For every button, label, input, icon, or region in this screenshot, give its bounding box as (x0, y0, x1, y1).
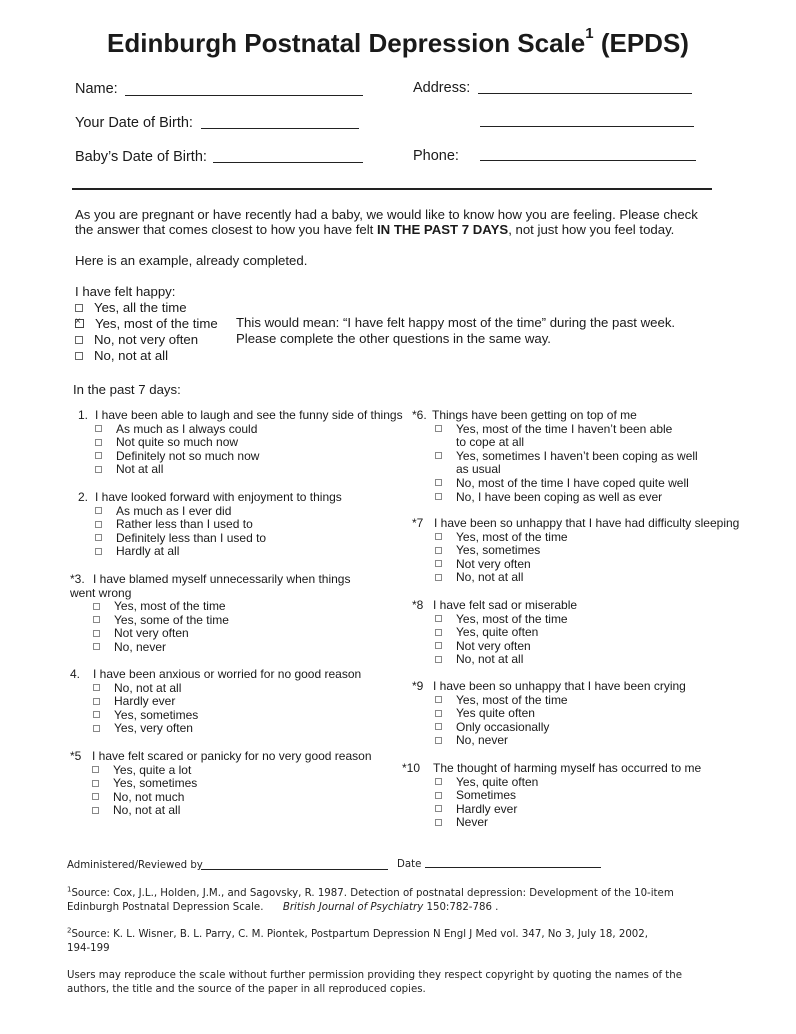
address-field-line-2[interactable] (480, 126, 694, 127)
journal-title: British Journal of Psychiatry (282, 902, 424, 913)
example-intro: Here is an example, already completed. (75, 253, 308, 268)
usage-note-line-1: Users may reproduce the scale without further permission providing they respect copyright by quoting the names of the (67, 970, 682, 981)
answer-option[interactable]: Definitely less than I used to (95, 532, 342, 546)
checkbox-icon[interactable] (93, 698, 100, 705)
checked-checkbox-icon (75, 319, 84, 328)
checkbox-icon[interactable] (435, 533, 442, 540)
source-1-line-1: $^1$Source: Cox, J.L., Holden, J.M., and Sagovsky, R. 1987. Detection of postnatal depression: Development of the 10-item (67, 885, 674, 899)
source-2-line-2: 194-199 (67, 943, 110, 954)
answer-option[interactable]: As much as I ever did (95, 505, 342, 519)
answer-option[interactable]: No, most of the time I have coped quite well (435, 477, 698, 491)
checkbox-icon[interactable] (93, 684, 100, 691)
checkbox-icon[interactable] (95, 507, 102, 514)
checkbox-icon[interactable] (93, 725, 100, 732)
answer-option[interactable]: Never (435, 816, 701, 830)
checkbox-icon[interactable] (435, 629, 442, 636)
address-label: Address: (413, 80, 471, 96)
question-number: *9 (412, 679, 424, 693)
question-number: *5 (70, 749, 82, 763)
your-dob-field[interactable] (201, 128, 359, 129)
answer-option[interactable]: Yes, most of the time I haven’t been able (435, 423, 698, 437)
answer-option[interactable]: Yes, sometimes (92, 777, 372, 791)
header-divider (72, 188, 712, 190)
answer-option[interactable]: Yes, sometimes (93, 709, 361, 723)
answer-option[interactable]: No, not at all (435, 653, 577, 667)
date-field[interactable] (425, 867, 601, 868)
answer-option[interactable]: Yes, most of the time (93, 600, 350, 614)
checkbox-icon[interactable] (435, 778, 442, 785)
checkbox-icon (75, 352, 83, 360)
question-text: went wrong (70, 585, 132, 600)
answer-option[interactable]: Yes, sometimes (435, 544, 739, 558)
example-option: No, not at all (75, 348, 218, 364)
source-2-line-1: $^2$Source: K. L. Wisner, B. L. Parry, C. M. Piontek, Postpartum Depression N Engl J Med vol. 347, No 3, July 18, 2002, (67, 926, 649, 940)
intro-line-1: As you are pregnant or have recently had a baby, we would like to know how you are feeling. Please check (75, 207, 698, 222)
checkbox-icon[interactable] (435, 723, 442, 730)
checkbox-icon[interactable] (435, 615, 442, 622)
checkbox-icon[interactable] (93, 616, 100, 623)
checkbox-icon (75, 336, 83, 344)
question-text: I have been so unhappy that I have had difficulty sleeping (434, 516, 740, 530)
question-number: 2. (78, 490, 89, 504)
checkbox-icon[interactable] (93, 630, 100, 637)
name-field[interactable] (125, 95, 363, 96)
answer-option[interactable]: Yes, quite often (435, 626, 577, 640)
checkbox-icon[interactable] (95, 466, 102, 473)
answer-option[interactable]: Yes quite often (435, 707, 686, 721)
usage-note-line-2: authors, the title and the source of the paper in all reproduced copies. (67, 984, 426, 995)
checkbox-icon[interactable] (435, 452, 442, 459)
answer-option[interactable]: Yes, most of the time (435, 531, 739, 545)
question-text: I have blamed myself unnecessarily when things (93, 572, 351, 586)
answer-option[interactable]: Sometimes (435, 789, 701, 803)
answer-option[interactable]: Not quite so much now (95, 436, 403, 450)
example-explanation-2: Please complete the other questions in the same way. (236, 331, 551, 346)
answer-option[interactable]: Yes, very often (93, 722, 361, 736)
question-number: *8 (412, 598, 424, 612)
checkbox-icon (75, 304, 83, 312)
answer-option[interactable]: No, I have been coping as well as ever (435, 491, 698, 505)
checkbox-icon[interactable] (435, 656, 442, 663)
title-suffix: (EPDS) (593, 28, 689, 58)
checkbox-icon[interactable] (435, 560, 442, 567)
example-option: ×Yes, most of the time (75, 316, 218, 332)
answer-option[interactable]: Only occasionally (435, 721, 686, 735)
answer-option[interactable]: Yes, most of the time (435, 694, 686, 708)
checkbox-icon[interactable] (435, 574, 442, 581)
page-title (0, 25, 796, 59)
baby-dob-label: Baby’s Date of Birth: (75, 149, 207, 165)
answer-option[interactable]: No, not at all (93, 682, 361, 696)
answer-option[interactable]: Yes, sometimes I haven’t been coping as well (435, 450, 698, 464)
answer-option[interactable]: Definitely not so much now (95, 450, 403, 464)
checkbox-icon[interactable] (435, 479, 442, 486)
answer-option[interactable]: Hardly ever (435, 803, 701, 817)
checkbox-icon[interactable] (435, 792, 442, 799)
question-text: I have felt sad or miserable (433, 598, 578, 612)
answer-option[interactable]: No, not much (92, 791, 372, 805)
checkbox-icon[interactable] (95, 534, 102, 541)
title-text: Edinburgh Postnatal Depression Scale (107, 28, 586, 58)
question-number: *7 (412, 516, 424, 530)
name-label: Name: (75, 81, 118, 97)
example-options (75, 300, 218, 364)
question-number: *10 (402, 761, 421, 775)
answer-option[interactable]: Hardly at all (95, 545, 342, 559)
question-text: I have been so unhappy that I have been crying (433, 679, 686, 693)
answer-option[interactable]: No, never (435, 734, 686, 748)
past-7-days-heading: In the past 7 days: (73, 382, 181, 397)
answer-option[interactable]: Hardly ever (93, 695, 361, 709)
checkbox-icon[interactable] (92, 793, 99, 800)
checkbox-icon[interactable] (92, 780, 99, 787)
checkbox-icon[interactable] (435, 696, 442, 703)
checkbox-icon[interactable] (92, 807, 99, 814)
phone-field[interactable] (480, 160, 696, 161)
checkbox-icon[interactable] (435, 493, 442, 500)
question-number: 4. (70, 667, 81, 681)
checkbox-icon[interactable] (93, 643, 100, 650)
address-field-line-1[interactable] (478, 93, 692, 94)
source-1-line-2: Edinburgh Postnatal Depression Scale. British Journal of Psychiatry 150:782-786 . (67, 902, 499, 913)
answer-option[interactable]: Not at all (95, 463, 403, 477)
answer-option-continued: to cope at all (456, 435, 525, 450)
example-option: No, not very often (75, 332, 218, 348)
checkbox-icon[interactable] (93, 603, 100, 610)
checkbox-icon[interactable] (95, 439, 102, 446)
answer-option[interactable]: No, not at all (435, 571, 739, 585)
checkbox-icon[interactable] (95, 425, 102, 432)
example-option: Yes, all the time (75, 300, 218, 316)
checkbox-icon[interactable] (93, 711, 100, 718)
question-text: I have looked forward with enjoyment to things (95, 490, 342, 504)
question-text: The thought of harming myself has occurred to me (433, 761, 702, 775)
answer-option[interactable]: Not very often (435, 640, 577, 654)
answer-option[interactable]: Yes, quite often (435, 776, 701, 790)
answer-option[interactable]: Yes, quite a lot (92, 764, 372, 778)
question-text: I have been anxious or worried for no good reason (93, 667, 362, 681)
question-text: I have felt scared or panicky for no very good reason (92, 749, 372, 763)
example-explanation-1: This would mean: “I have felt happy most of the time” during the past week. (236, 315, 676, 330)
date-label: Date (397, 859, 422, 870)
checkbox-icon[interactable] (92, 766, 99, 773)
answer-option[interactable]: Not very often (435, 558, 739, 572)
question-number: *6. (412, 408, 427, 422)
checkbox-icon[interactable] (435, 425, 442, 432)
checkbox-icon[interactable] (435, 547, 442, 554)
answer-option[interactable]: Yes, some of the time (93, 614, 350, 628)
example-question: I have felt happy: (75, 284, 176, 299)
answer-option[interactable]: No, not at all (92, 804, 372, 818)
answer-option[interactable]: As much as I always could (95, 423, 403, 437)
answer-option[interactable]: Not very often (93, 627, 350, 641)
answer-option-continued: as usual (456, 462, 501, 477)
checkbox-icon[interactable] (95, 521, 102, 528)
answer-option[interactable]: Yes, most of the time (435, 613, 577, 627)
checkbox-icon[interactable] (95, 452, 102, 459)
checkbox-icon[interactable] (435, 805, 442, 812)
checkbox-icon[interactable] (435, 819, 442, 826)
question-number: *3. (70, 572, 85, 586)
administered-label: Administered/Reviewed by (67, 860, 203, 871)
answer-option[interactable]: Rather less than I used to (95, 518, 342, 532)
intro-emphasis: IN THE PAST 7 DAYS (377, 222, 509, 237)
question-text: I have been able to laugh and see the funny side of things (95, 408, 403, 422)
question-number: 1. (78, 408, 89, 422)
your-dob-label: Your Date of Birth: (75, 115, 193, 131)
checkbox-icon[interactable] (95, 548, 102, 555)
checkbox-icon[interactable] (435, 737, 442, 744)
title-superscript: 1 (585, 25, 594, 43)
checkbox-icon[interactable] (435, 710, 442, 717)
answer-option[interactable]: No, never (93, 641, 350, 655)
phone-label: Phone: (413, 148, 459, 164)
intro-line-2: the answer that comes closest to how you have felt IN THE PAST 7 DAYS, not just how you feel today. (75, 222, 675, 237)
administered-field[interactable] (201, 869, 388, 870)
question-text: Things have been getting on top of me (432, 408, 637, 422)
checkbox-icon[interactable] (435, 642, 442, 649)
baby-dob-field[interactable] (213, 162, 363, 163)
